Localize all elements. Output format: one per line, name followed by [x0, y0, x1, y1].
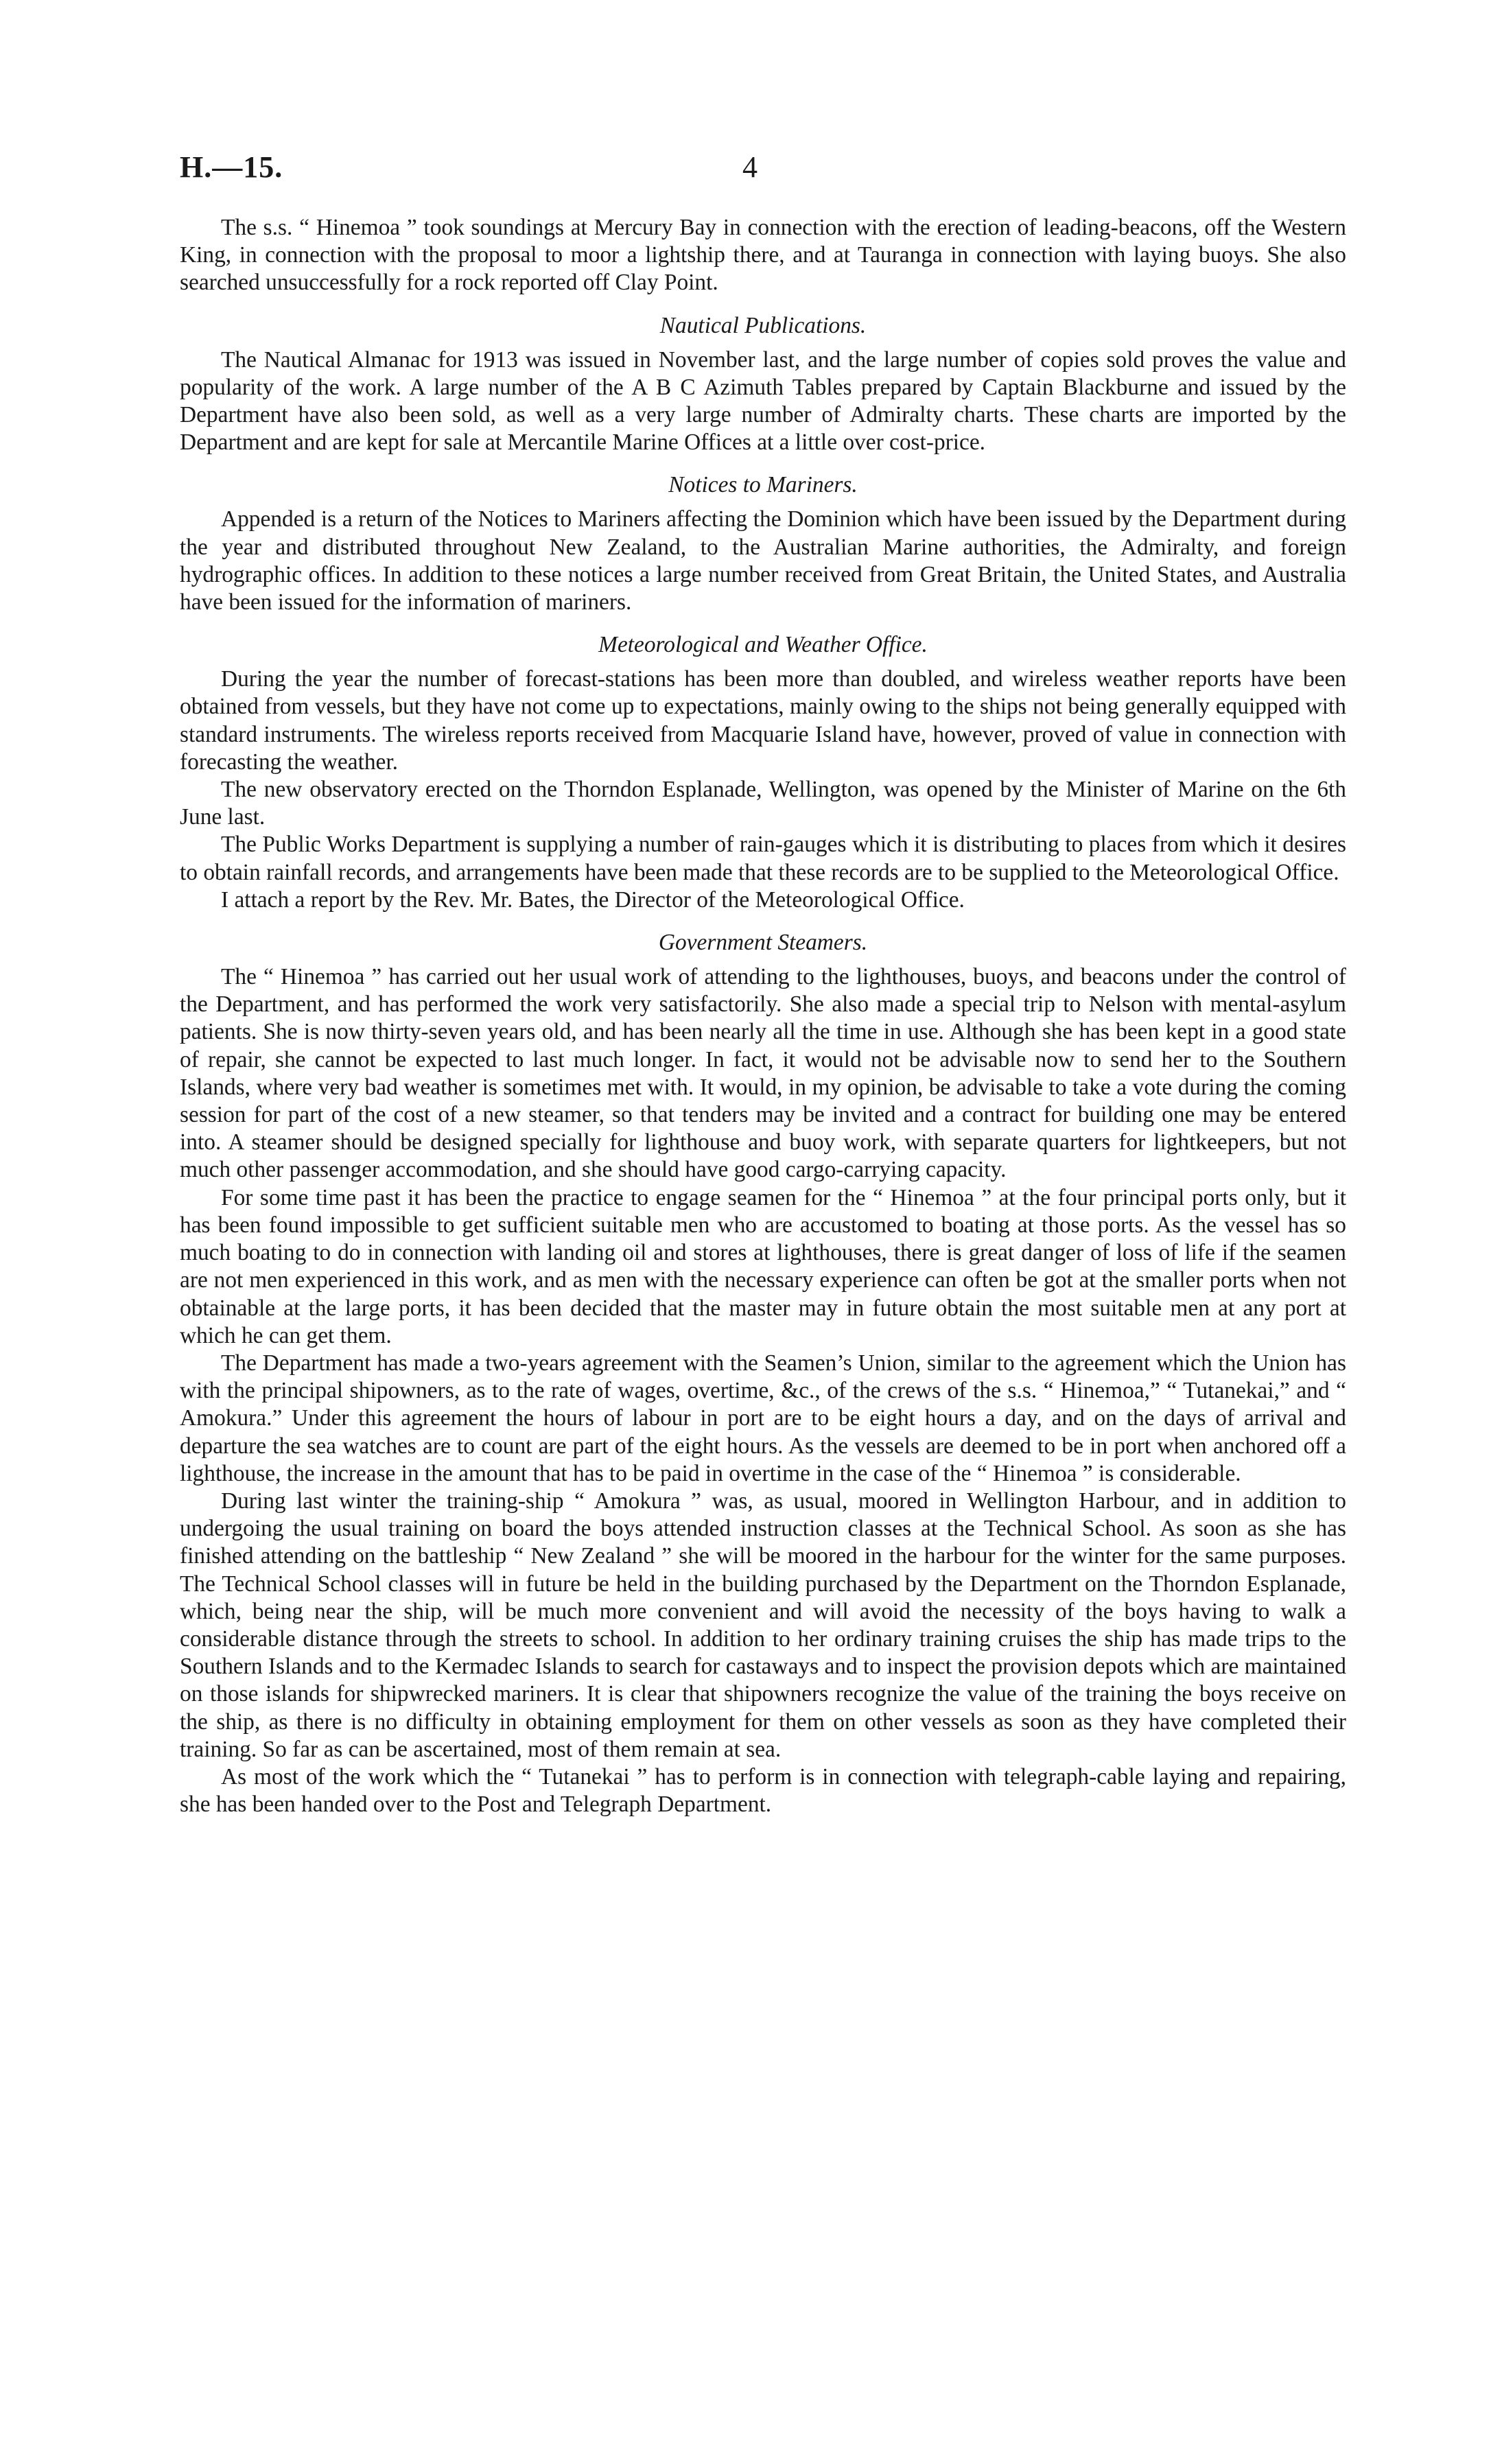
paragraph: Appended is a return of the Notices to Mariners affecting the Dominion which have been issued by the Department during the year and distributed throughout New Zealand, to the Australian Marine authorities, the Admiralty, and foreign hydrographic offices. In addition to these notices a large number received from Great Britain, the United States, and Australia have been issued for the information of mariners.: [180, 506, 1346, 615]
paragraph: During the year the number of forecast-stations has been more than doubled, and wireless weather reports have been obtained from vessels, but they have not come up to expectations, mainly owing to the ships not being generally equipped with standard instruments. The wireless reports received from Macquarie Island have, however, proved of value in connection with forecasting the weather.: [180, 666, 1346, 775]
page-number: 4: [742, 150, 758, 184]
paragraph: The Public Works Department is supplying a number of rain-gauges which it is distributing to places from which it desires to obtain rainfall records, and arrangements have been made that these records are to be supplied to the Meteorological Office.: [180, 832, 1346, 885]
section-government-steamers: [180, 929, 1346, 1818]
section-meteorological-office: [180, 631, 1346, 914]
body-text: [180, 214, 1346, 1818]
paragraph: I attach a report by the Rev. Mr. Bates, the Director of the Meteorological Office.: [221, 887, 965, 913]
document-reference: H.—15.: [180, 150, 283, 184]
paragraph: The Department has made a two-years agreement with the Seamen’s Union, similar to the agreement which the Union has with the principal shipowners, as to the rate of wages, overtime, &c., of the crews of the s.s. “ Hinemoa,” “ Tutanekai,” and “ Amokura.” Under this agreement the hours of labour in port are to be eight hours a day, and on the days of arrival and departure the sea watches are to count are part of the eight hours. As the vessels are deemed to be in port when anchored off a lighthouse, the increase in the amount that has to be paid in overtime in the case of the “ Hinemoa ” is considerable.: [180, 1350, 1346, 1486]
paragraph: As most of the work which the “ Tutanekai ” has to perform is in connection with telegraph-cable laying and repairing, she has been handed over to the Post and Telegraph Department.: [180, 1763, 1346, 1818]
paragraph: The new observatory erected on the Thorndon Esplanade, Wellington, was opened by the Minister of Marine on the 6th June last.: [180, 777, 1346, 830]
section-heading: Nautical Publications.: [659, 312, 867, 338]
paragraph: The “ Hinemoa ” has carried out her usual work of attending to the lighthouses, buoys, and beacons under the control of the Department, and has performed the work very satisfactorily. She also made a special trip to Nelson with mental-asylum patients. She is now thirty-seven years old, and has been nearly all the time in use. Although she has been kept in a good state of repair, she cannot be expected to last much longer. In fact, it would not be advisable now to send her to the Southern Islands, where very bad weather is sometimes met with. It would, in my opinion, be advisable to take a vote during the coming session for part of the cost of a new steamer, so that tenders may be invited and a contract for building one may be entered into. A steamer should be designed specially for lighthouse and buoy work, with separate quarters for lightkeepers, but not much other passenger accommodation, and she should have good cargo-carrying capacity.: [180, 964, 1346, 1183]
section-heading: Notices to Mariners.: [668, 472, 858, 498]
section-heading: Government Steamers.: [658, 930, 868, 956]
paragraph: The Nautical Almanac for 1913 was issued in November last, and the large number of copies sold proves the value and popularity of the work. A large number of the A B C Azimuth Tables prepared by Captain Blackburne and issued by the Department have also been sold, as well as a very large number of Admiralty charts. These charts are imported by the Department and are kept for sale at Mercantile Marine Offices at a little over cost-price.: [180, 347, 1346, 456]
page-header: [180, 150, 1346, 191]
paragraph: During last winter the training-ship “ Amokura ” was, as usual, moored in Wellington Harbour, and in addition to undergoing the usual training on board the boys attended instruction classes at the Technical School. As soon as she has finished attending on the battleship “ New Zealand ” she will be moored in the harbour for the winter for the same purposes. The Technical School classes will in future be held in the building purchased by the Department on the Thorndon Esplanade, which, being near the ship, will be much more convenient and will avoid the necessity of the boys having to walk a considerable distance through the streets to school. In addition to her ordinary training cruises the ship has made trips to the Southern Islands and to the Kermadec Islands to search for castaways and to inspect the provision depots which are maintained on those islands for shipwrecked mariners. It is clear that shipowners recognize the value of the training the boys receive on the ship, as there is no difficulty in obtaining employment for them on other vessels as soon as they have completed their training. So far as can be ascertained, most of them remain at sea.: [180, 1488, 1346, 1762]
section-nautical-publications: [180, 312, 1346, 457]
section-notices-to-mariners: [180, 471, 1346, 616]
section-heading: Meteorological and Weather Office.: [598, 632, 928, 658]
intro-paragraph: The s.s. “ Hinemoa ” took soundings at Mercury Bay in connection with the erection of leading-beacons, off the Western King, in connection with the proposal to moor a lightship there, and at Tauranga in connection with laying buoys. She also searched unsuccessfully for a rock reported off Clay Point.: [180, 215, 1346, 296]
paragraph: For some time past it has been the practice to engage seamen for the “ Hinemoa ” at the four principal ports only, but it has been found impossible to get sufficient suitable men who are accustomed to boating at those ports. As the vessel has so much boating to do in connection with landing oil and stores at lighthouses, there is great danger of loss of life if the seamen are not men experienced in this work, and as men with the necessary experience can often be got at the smaller ports when not obtainable at the large ports, it has been decided that the master may in future obtain the most suitable men at any port at which he can get them.: [180, 1184, 1346, 1348]
